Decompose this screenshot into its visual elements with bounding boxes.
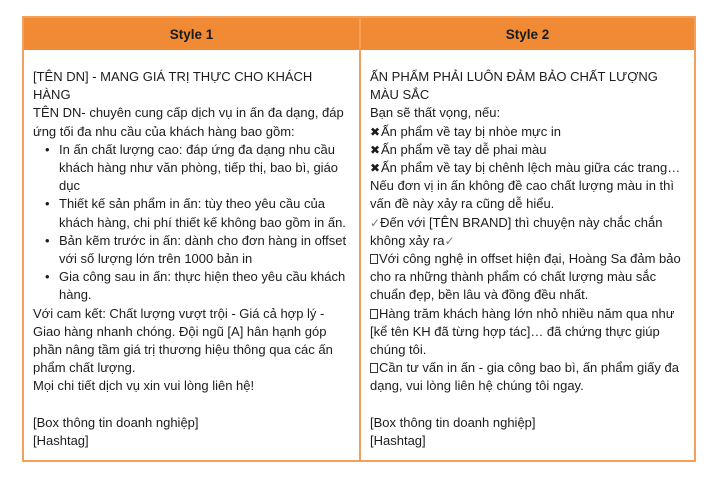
style-1-intro: TÊN DN- chuyên cung cấp dịch vụ in ấn đa dạng, đáp ứng tối đa nhu cầu của khách hàng bao gồm: (33, 105, 344, 139)
problem-item (370, 141, 686, 159)
cross-icon: ✖ (370, 124, 381, 139)
list-item: • Thiết kế sản phẩm in ấn: tùy theo yêu cầu của khách hàng, chi phí thiết kế không bao gồm in ấn. (48, 195, 351, 231)
style-1-contact: Mọi chi tiết dịch vụ xin vui lòng liên hệ! (33, 378, 255, 394)
problem-item (370, 123, 686, 141)
check-icon: ✓ (370, 215, 381, 230)
cross-icon: ✖ (370, 142, 381, 157)
cross-icon: ✖ (370, 161, 381, 176)
point-text: Hàng trăm khách hàng lớn nhỏ nhiều năm qua như [kể tên KH đã từng hợp tác]… đã chứng thực giúp chúng tôi. (370, 305, 675, 358)
point-text: Với công nghệ in offset hiện đại, Hoàng Sa đảm bảo cho ra những thành phẩm có chất lượng màu sắc chuẩn đẹp, bền lâu và đồng đều nhất. (370, 251, 681, 303)
style-2-info-box: [Box thông tin doanh nghiệp] (370, 414, 536, 430)
style-1-hashtag: [Hashtag] (33, 433, 89, 449)
problem-text: Ấn phẩm về tay bị chênh lệch màu giữa các trang… (381, 160, 681, 176)
style-1-service-list (33, 141, 351, 305)
list-item: • Bản kẽm trước in ấn: dành cho đơn hàng in offset với số lượng lớn trên 1000 bản in (48, 232, 351, 268)
list-item: • In ấn chất lượng cao: đáp ứng đa dạng nhu cầu khách hàng như văn phòng, tiếp thị, bao bì, giáo dục (48, 141, 351, 196)
style-1-title: [TÊN DN] - MANG GIÁ TRỊ THỰC CHO KHÁCH HÀNG (33, 69, 313, 103)
assurance-text: Đến với [TÊN BRAND] thì chuyện này chắc chắn không xảy ra (370, 214, 663, 248)
emoji-box-icon (370, 309, 378, 319)
spacer (33, 396, 351, 414)
point-item (370, 305, 686, 360)
problem-text: Ấn phẩm về tay dễ phai màu (381, 141, 547, 157)
check-icon: ✓ (444, 233, 455, 248)
style-2-lead: Bạn sẽ thất vọng, nếu: (370, 105, 501, 121)
style-1-commitment: Với cam kết: Chất lượng vượt trội - Giá cả hợp lý - Giao hàng nhanh chóng. Đội ngũ [A] hân hạnh góp phần nâng tầm giá trị thương hiệu thông qua các ấn phẩm chất lượng. (33, 305, 333, 376)
style-2-title: ẤN PHẨM PHẢI LUÔN ĐẢM BẢO CHẤT LƯỢNG MÀU SẮC (370, 69, 658, 103)
list-item: • Gia công sau in ấn: thực hiện theo yêu cầu khách hàng. (48, 268, 351, 304)
emoji-box-icon (370, 363, 378, 373)
style-2-content (361, 50, 694, 460)
problem-item (370, 159, 686, 177)
point-item (370, 250, 686, 305)
style-1-content (24, 50, 361, 460)
header-style-1: Style 1 (24, 18, 361, 50)
emoji-box-icon (370, 254, 378, 264)
spacer (370, 396, 686, 414)
point-text: Cần tư vấn in ấn - gia công bao bì, ấn phẩm giấy đa dạng, vui lòng liên hệ chúng tôi ngay. (370, 360, 679, 394)
style-2-warning: Nếu đơn vị in ấn không đề cao chất lượng màu in thì vấn đề này xảy ra cũng dễ hiểu. (370, 178, 674, 212)
header-style-2: Style 2 (361, 18, 694, 50)
style-2-assurance (370, 214, 686, 250)
point-item (370, 359, 686, 395)
style-2-hashtag: [Hashtag] (370, 433, 426, 449)
comparison-table (22, 16, 696, 462)
problem-text: Ấn phẩm về tay bị nhòe mực in (381, 123, 561, 139)
style-1-info-box: [Box thông tin doanh nghiệp] (33, 414, 199, 430)
